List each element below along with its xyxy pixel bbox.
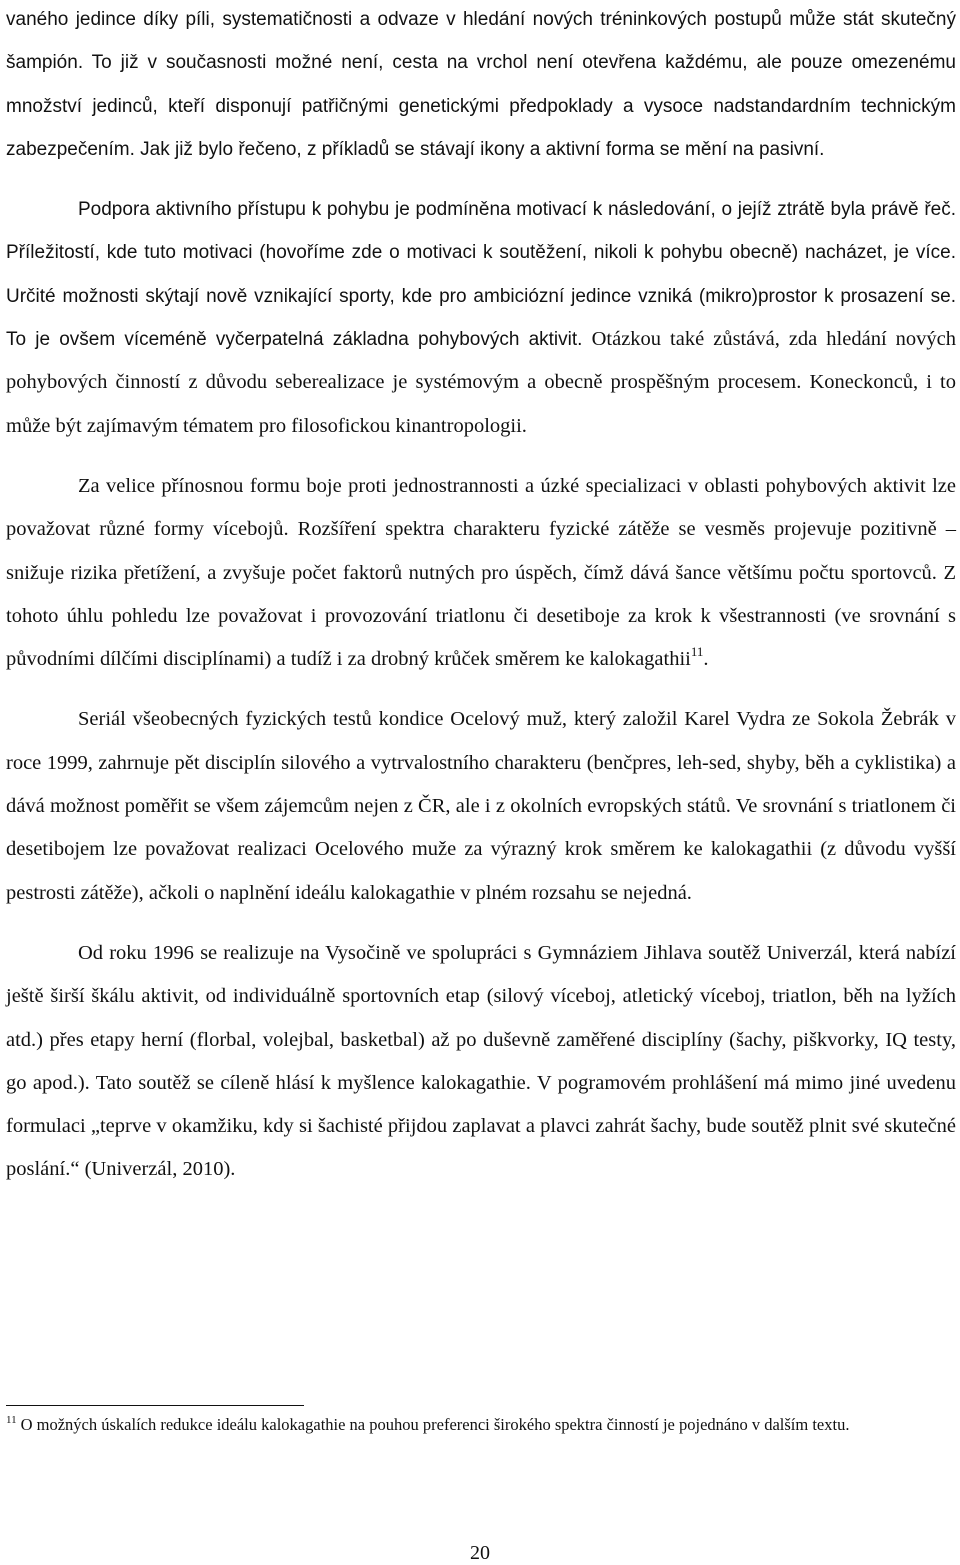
paragraph-text: Za velice přínosnou formu boje proti jednostrannosti a úzké specializaci v oblasti pohybových aktivit lze považovat různé formy vícebojů. Rozšíření spektra charakteru fyzické zátěže se vesměs projevuje pozitivně – snižuje rizika přetížení, a zvyšuje počet faktorů nutných pro úspěch, čímž dává šance většímu počtu sportovců. Z tohoto úhlu pohledu lze považovat i provozování triatlonu či desetiboje za krok k všestrannosti (ve srovnání s původními dílčími disciplínami) a tudíž i za drobný krůček směrem ke kalokagathii xyxy=(6,474,956,671)
body-text xyxy=(6,0,956,1192)
paragraph-text: Otázkou také zůstává, zda hledání nových pohybových činností z důvodu seberealizace je systémovým a obecně prospěšným procesem. Koneckonců, i to může být zajímavým tématem pro filosofickou kinantropologii. xyxy=(6,328,956,437)
footnote-text: O možných úskalích redukce ideálu kalokagathie na pouhou preferenci širokého spektra činností je pojednáno v dalším textu. xyxy=(20,1415,850,1434)
paragraph xyxy=(6,932,956,1192)
paragraph-text: . xyxy=(703,648,709,671)
footnote-reference: 11 xyxy=(690,644,704,660)
paragraph-text: vaného jedince díky píli, systematičnosti a odvaze v hledání nových tréninkových postupů může stát skutečný šampión. To již v současnosti možné není, cesta na vrchol není otevřena každému, ale pouze omezenému množství jedinců, kteří disponují patřičnými genetickými předpoklady a vysoce nadstandardním technickým zabezpečením. Jak již bylo řečeno, z příkladů se stávají ikony a aktivní forma se mění na pasivní. xyxy=(6,9,956,160)
paragraph xyxy=(6,698,956,914)
paragraph-text: Podpora aktivního přístupu k pohybu je podmíněna motivací k následování, o jejíž ztrátě byla právě řeč. Příležitostí, kde tuto motivaci (hovoříme zde o motivaci k soutěžení, nikoli k pohybu obecně) nacházet, je více. Určité možnosti skýtají nově vznikající sporty, kde pro ambiciózní jedince vzniká (mikro)prostor k prosazení se. To je ovšem víceméně vyčerpatelná základna pohybových aktivit. xyxy=(6,199,956,351)
page-number: 20 xyxy=(470,1542,490,1564)
paragraph-text: Od roku 1996 se realizuje na Vysočině ve spolupráci s Gymnáziem Jihlava soutěž Univerzál, která nabízí ještě širší škálu aktivit, od individuálně sportovních etap (silový víceboj, atletický víceboj, triatlon, běh na lyžích atd.) přes etapy herní (florbal, volejbal, basketbal) až po duševně zaměřené disciplíny (šachy, piškvorky, IQ testy, go apod.). Tato soutěž se cíleně hlásí k myšlence kalokagathie. V pogramovém prohlášení má mimo jiné uvedenu formulaci „teprve v okamžiku, kdy si šachisté přijdou zaplavat a plavci zahrát šachy, bude soutěž plnit své skutečné poslání.“ (Univerzál, 2010). xyxy=(6,941,956,1181)
paragraph xyxy=(6,465,956,681)
paragraph-text: Seriál všeobecných fyzických testů kondice Ocelový muž, který založil Karel Vydra ze Sokola Žebrák v roce 1999, zahrnuje pět disciplín silového a vytrvalostního charakteru (benčpres, leh-sed, shyby, běh a cyklistika) a dává možnost poměřit se všem zájemcům nejen z ČR, ale i z okolních evropských států. Ve srovnání s triatlonem či desetibojem lze považovat realizaci Ocelového muže za výrazný krok směrem ke kalokagathii (z důvodu vyšší pestrosti zátěže), ačkoli o naplnění ideálu kalokagathie v plném rozsahu se nejedná. xyxy=(6,708,956,904)
footnote xyxy=(6,1412,956,1437)
paragraph xyxy=(6,0,956,171)
footnote-separator xyxy=(6,1405,304,1406)
paragraph xyxy=(6,188,956,448)
footnote-number: 11 xyxy=(6,1414,17,1426)
